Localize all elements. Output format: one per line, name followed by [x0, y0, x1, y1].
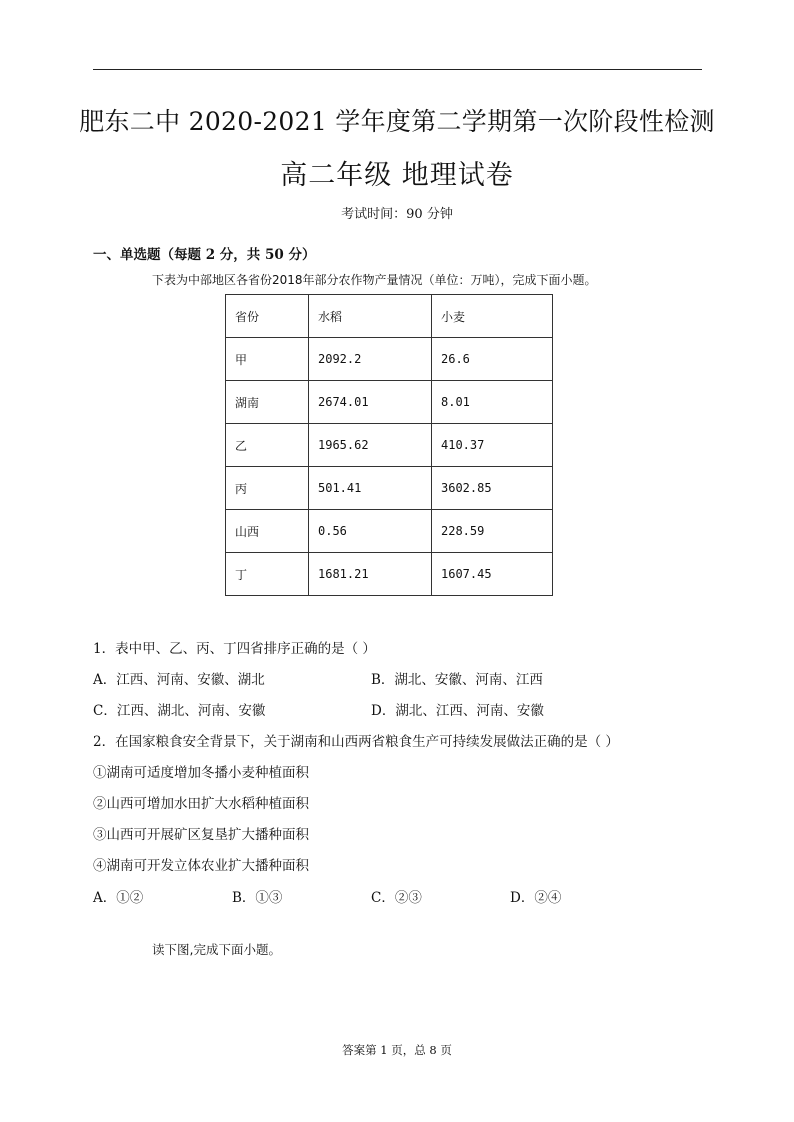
cell-rice: 2092.2 — [309, 338, 432, 381]
page-footer: 答案第 1 页，总 8 页 — [342, 1043, 452, 1057]
question-2-statement-1: ①湖南可适度增加冬播小麦种植面积 — [93, 765, 309, 781]
exam-time: 考试时间：90 分钟 — [341, 207, 453, 222]
cell-wheat: 26.6 — [432, 338, 553, 381]
table-row — [226, 338, 553, 381]
question-2-option-b: B．①③ — [232, 890, 283, 906]
cell-rice: 0.56 — [309, 510, 432, 553]
table-row — [226, 424, 553, 467]
question-1-option-d: D．湖北、江西、河南、安徽 — [371, 703, 544, 719]
cell-province: 山西 — [226, 510, 309, 553]
question-1-option-c: C．江西、湖北、河南、安徽 — [93, 703, 266, 719]
cell-wheat: 1607.45 — [432, 553, 553, 596]
question-2-option-c: C．②③ — [371, 890, 422, 906]
header-wheat: 小麦 — [432, 295, 553, 338]
question-2-statement-2: ②山西可增加水田扩大水稻种植面积 — [93, 796, 309, 812]
cell-province: 甲 — [226, 338, 309, 381]
table-row — [226, 553, 553, 596]
header-province: 省份 — [226, 295, 309, 338]
question-2-statement-4: ④湖南可开发立体农业扩大播种面积 — [93, 858, 309, 874]
table-row — [226, 467, 553, 510]
header-rice: 水稻 — [309, 295, 432, 338]
question-2-option-d: D．②④ — [510, 890, 562, 906]
table-row — [226, 381, 553, 424]
question-1-stem: 1．表中甲、乙、丙、丁四省排序正确的是（ ） — [93, 641, 376, 657]
cell-province: 丙 — [226, 467, 309, 510]
cell-province: 湖南 — [226, 381, 309, 424]
cell-province: 乙 — [226, 424, 309, 467]
table-header-row — [226, 295, 553, 338]
cell-rice: 1681.21 — [309, 553, 432, 596]
question-2-stem: 2．在国家粮食安全背景下，关于湖南和山西两省粮食生产可持续发展做法正确的是（ ） — [93, 734, 619, 750]
table-intro: 下表为中部地区各省份2018年部分农作物产量情况（单位：万吨），完成下面小题。 — [152, 273, 597, 287]
table-row — [226, 510, 553, 553]
question-2-statement-3: ③山西可开展矿区复垦扩大播种面积 — [93, 827, 309, 843]
question-1-option-a: A．江西、河南、安徽、湖北 — [93, 672, 265, 688]
crop-yield-table — [225, 294, 553, 596]
cell-wheat: 410.37 — [432, 424, 553, 467]
question-1-option-b: B．湖北、安徽、河南、江西 — [371, 672, 543, 688]
exam-title: 肥东二中 2020-2021 学年度第二学期第一次阶段性检测 — [79, 107, 715, 136]
cell-wheat: 3602.85 — [432, 467, 553, 510]
header-rule — [93, 69, 702, 70]
cell-rice: 1965.62 — [309, 424, 432, 467]
section-heading: 一、单选题（每题 2 分，共 50 分） — [93, 247, 316, 263]
cell-rice: 2674.01 — [309, 381, 432, 424]
exam-subtitle: 高二年级 地理试卷 — [280, 160, 514, 191]
cell-wheat: 228.59 — [432, 510, 553, 553]
cell-province: 丁 — [226, 553, 309, 596]
question-2-option-a: A．①② — [93, 890, 144, 906]
read-instruction: 读下图,完成下面小题。 — [152, 942, 281, 957]
cell-wheat: 8.01 — [432, 381, 553, 424]
cell-rice: 501.41 — [309, 467, 432, 510]
